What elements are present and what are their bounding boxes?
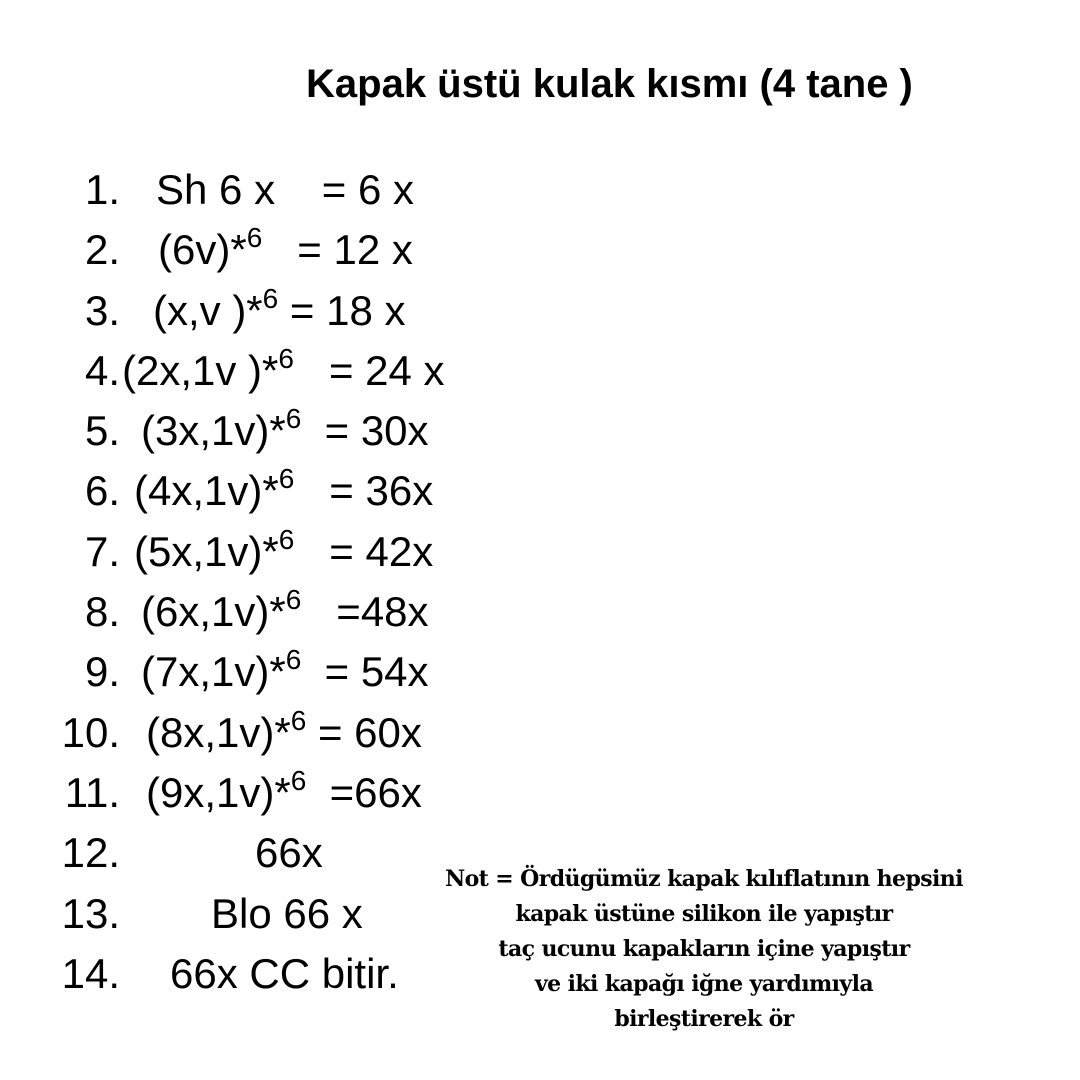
step-formula: (6x,1v)*$^6$ =48x bbox=[141, 584, 429, 636]
instruction-list bbox=[0, 160, 470, 1004]
note-line: birleştirerek ör bbox=[614, 1006, 794, 1032]
list-item bbox=[0, 220, 470, 280]
step-formula: (7x,1v)*$^6$ = 54x bbox=[141, 644, 429, 696]
list-item bbox=[0, 823, 470, 883]
step-formula: Sh 6 x = 6 x bbox=[156, 166, 414, 213]
step-formula: (3x,1v)*$^6$ = 30x bbox=[141, 403, 429, 455]
list-item bbox=[0, 884, 470, 944]
list-item bbox=[0, 461, 470, 521]
step-number: 8. bbox=[84, 588, 120, 636]
step-number: 2. bbox=[84, 226, 120, 274]
step-number: 4. bbox=[84, 346, 120, 394]
list-item bbox=[0, 341, 470, 401]
step-formula: Blo 66 x bbox=[211, 889, 363, 937]
step-number: 14. bbox=[61, 949, 120, 997]
note-line: taç ucunu kapakların içine yapıştır bbox=[498, 936, 910, 962]
step-number: 12. bbox=[61, 829, 120, 877]
step-formula: (6v)*$^6$ = 12 x bbox=[158, 222, 413, 274]
step-formula: 66x CC bitir. bbox=[170, 949, 399, 997]
step-number: 11. bbox=[64, 768, 120, 816]
note-line: kapak üstüne silikon ile yapıştır bbox=[515, 901, 893, 927]
list-item bbox=[0, 522, 470, 582]
note-line: ve iki kapağı iğne yardımıyla bbox=[535, 971, 873, 997]
note-text bbox=[430, 862, 978, 1037]
step-number: 9. bbox=[84, 648, 120, 696]
list-item bbox=[0, 160, 470, 220]
list-item bbox=[0, 281, 470, 341]
step-formula: (5x,1v)*$^6$ = 42x bbox=[134, 523, 434, 575]
list-item bbox=[0, 582, 470, 642]
step-number: 13. bbox=[61, 889, 120, 937]
step-formula: (2x,1v )*$^6$ = 24 x bbox=[122, 342, 445, 394]
step-number: 6. bbox=[84, 467, 120, 515]
note-line: Not = Ördügümüz kapak kılıflatının hepsini bbox=[445, 866, 963, 892]
page-title: Kapak üstü kulak kısmı (4 tane ) bbox=[306, 62, 913, 106]
list-item bbox=[0, 763, 470, 823]
list-item bbox=[0, 642, 470, 702]
step-number: 3. bbox=[84, 286, 120, 334]
step-number: 5. bbox=[84, 407, 120, 455]
list-item bbox=[0, 401, 470, 461]
step-number: 1. bbox=[84, 166, 120, 213]
step-formula: (8x,1v)*$^6$ = 60x bbox=[146, 704, 422, 756]
step-number: 10. bbox=[61, 708, 120, 756]
step-formula: 66x bbox=[255, 829, 323, 877]
step-formula: (x,v )*$^6$ = 18 x bbox=[153, 282, 406, 334]
list-item bbox=[0, 703, 470, 763]
step-number: 7. bbox=[84, 527, 120, 575]
list-item bbox=[0, 944, 470, 1004]
step-formula: (9x,1v)*$^6$ =66x bbox=[146, 764, 422, 816]
step-formula: (4x,1v)*$^6$ = 36x bbox=[134, 463, 434, 515]
